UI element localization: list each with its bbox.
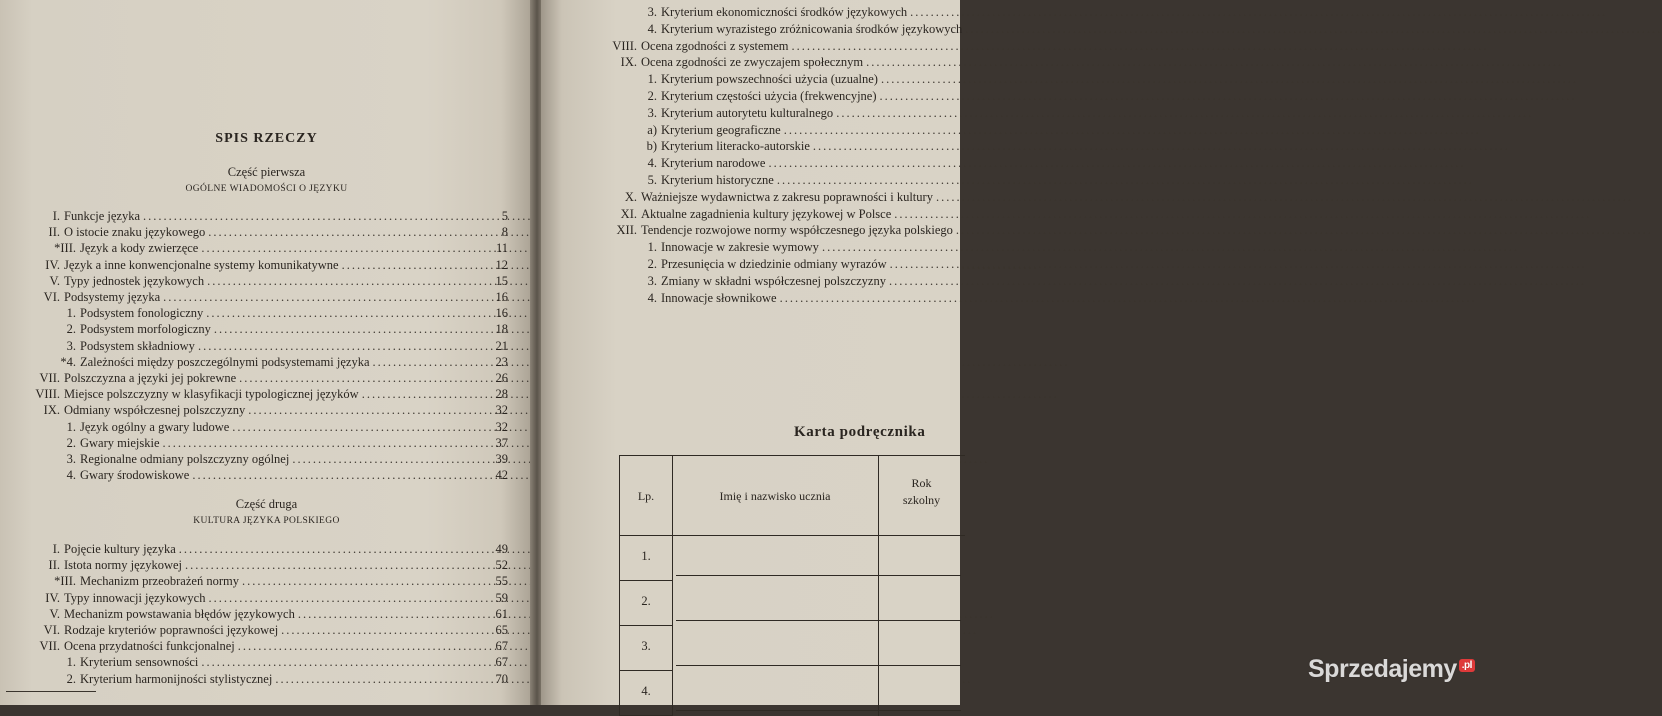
toc-entry-number: 1.	[66, 655, 76, 670]
toc-entry-label: Zmiany w składni współczesnej polszczyzny	[661, 273, 886, 288]
toc-entry-label: Kryterium narodowe	[661, 156, 766, 171]
table-header-rule	[620, 535, 965, 536]
toc-entry-number: 1.	[647, 240, 657, 255]
toc-entry-page: 32	[495, 419, 508, 434]
toc-entry	[8, 240, 508, 256]
toc-entry-label: Zależności między poszczególnymi podsystemami języka	[80, 354, 370, 369]
toc-entry-number: IX.	[43, 403, 60, 418]
toc-leader-dots	[894, 206, 1013, 222]
toc-entry	[8, 654, 508, 670]
toc-entry-number: II.	[48, 225, 60, 240]
part1-subtitle: OGÓLNE WIADOMOŚCI O JĘZYKU	[185, 184, 348, 194]
toc-entry	[8, 224, 508, 240]
toc-entry-page: 16	[495, 306, 508, 321]
toc-entry	[593, 222, 1013, 238]
toc-leader-dots	[768, 155, 1013, 171]
toc-entry-number: VII.	[39, 371, 60, 385]
card-row-separator	[620, 580, 672, 581]
toc-entry-label: Gwary miejskie	[80, 435, 160, 450]
toc-entry	[8, 305, 508, 321]
toc-entry-number: 2.	[66, 435, 76, 450]
toc-entry-label: Podsystem morfologiczny	[80, 322, 211, 337]
toc-entry-number: 1.	[66, 306, 76, 321]
toc-entry	[8, 671, 508, 687]
toc-entry	[593, 138, 1013, 154]
toc-entry	[8, 402, 508, 418]
toc-entry-number: IX.	[620, 55, 637, 70]
toc-entry-label: Kryterium literacko-autorskie	[661, 139, 810, 154]
toc-entry	[8, 467, 508, 483]
toc-entry	[8, 338, 508, 354]
toc-leader-dots	[192, 467, 476, 483]
toc-entry	[593, 239, 1013, 255]
toc-entry-page: 5	[501, 209, 508, 223]
toc-entry	[8, 541, 508, 557]
col-name-header: Imię i nazwisko ucznia	[719, 489, 831, 503]
card-title: Karta podręcznika	[794, 424, 926, 440]
toc-entry-label: Innowacje słownikowe	[661, 290, 777, 305]
toc-entry	[8, 557, 508, 573]
toc-entry	[8, 321, 508, 337]
toc-leader-dots	[207, 273, 476, 289]
toc-entry-number: I.	[52, 209, 60, 223]
toc-entry-label: Język ogólny a gwary ludowe	[80, 419, 230, 434]
toc-entry-number: II.	[48, 558, 60, 573]
toc-entry-label: Kryterium ekonomiczności środków językowych	[661, 5, 908, 19]
toc-entry	[8, 386, 508, 402]
toc-entry	[593, 273, 1013, 289]
toc-leader-dots	[208, 224, 476, 240]
toc-leader-dots	[836, 105, 1013, 121]
toc-entry	[593, 155, 1013, 171]
toc-entry-label: Ocena zgodności ze zwyczajem społecznym	[641, 55, 864, 70]
toc-entry-number: 2.	[66, 322, 76, 337]
toc-entry-label: Aktualne zagadnienia kultury językowej w Polsce	[641, 206, 892, 221]
toc-entry-number: 3.	[647, 5, 657, 19]
toc-entry-page: 67	[495, 639, 508, 654]
left-page	[0, 0, 533, 705]
toc-entry-page: 59	[495, 590, 508, 605]
col-year-header-line1: Rok	[911, 476, 932, 490]
toc-entry-label: Kryterium powszechności użycia (uzualne)	[661, 72, 878, 87]
toc-entry	[8, 289, 508, 305]
toc-leader-dots	[362, 386, 476, 402]
toc-entry-label: Kryterium autorytetu kulturalnego	[661, 105, 834, 120]
toc-entry	[593, 4, 1013, 20]
toc-entry-number: VIII.	[612, 38, 637, 53]
toc-entry-number: 2.	[647, 89, 657, 103]
toc-entry-label: Kryterium historyczne	[661, 173, 774, 187]
toc-entry-label: Typy innowacji językowych	[64, 590, 206, 605]
toc-entry	[593, 105, 1013, 121]
toc-entry	[593, 290, 1013, 306]
toc-entry-number: 4.	[66, 468, 76, 483]
toc-leader-dots	[813, 138, 1013, 154]
toc-entry	[8, 590, 508, 606]
toc-entry-number: 3.	[66, 338, 76, 353]
right-page	[541, 0, 1472, 705]
toc-entry-number: XII.	[616, 223, 637, 238]
watermark-text: Sprzedajemy	[1308, 655, 1457, 683]
toc-entry	[593, 88, 1013, 104]
toc-entry-number: IV.	[45, 590, 60, 605]
toc-leader-dots	[292, 451, 476, 467]
toc-leader-dots	[143, 208, 476, 224]
toc-entry-label: Przesunięcia w dziedzinie odmiany wyrazów	[661, 257, 887, 271]
toc-leader-dots	[936, 189, 1013, 205]
watermark-logo	[1308, 655, 1475, 684]
col-lp-header: Lp.	[637, 489, 655, 503]
toc-leader-dots	[201, 654, 476, 670]
toc-entry-label: Kryterium harmonijności stylistycznej	[80, 671, 273, 686]
toc-entry-number: VI.	[43, 290, 60, 304]
col-year-header-line2: szkolny	[902, 493, 941, 507]
toc-entry-label: Miejsce polszczyzny w klasyfikacji typologicznej języków	[64, 387, 359, 402]
card-row-writing-line	[676, 710, 961, 711]
card-row-number: 3.	[641, 639, 651, 653]
toc-entry-label: Funkcje języka	[64, 209, 141, 223]
toc-entry	[593, 71, 1013, 87]
toc-entry-number: VIII.	[35, 387, 60, 402]
toc-leader-dots	[780, 290, 1013, 306]
toc-entry-page: 52	[495, 558, 508, 573]
toc-leader-dots	[185, 557, 476, 573]
toc-entry-label: Kryterium wyrazistego zróżnicowania środków językowych	[661, 21, 963, 36]
toc-entry-label: Język a kody zwierzęce	[80, 241, 199, 256]
part1-label: Część pierwsza	[227, 165, 306, 179]
toc-leader-dots	[238, 638, 476, 654]
toc-entry-number: XI.	[620, 206, 637, 221]
toc-entry-label: Kryterium sensowności	[80, 655, 199, 670]
toc-leader-dots	[910, 4, 1013, 20]
toc-entry-label: Gwary środowiskowe	[80, 468, 190, 483]
toc-entry-label: Tendencje rozwojowe normy współczesnego języka polskiego	[641, 223, 953, 238]
toc-entry	[8, 573, 508, 589]
toc-entry	[8, 638, 508, 654]
toc-entry-page: 49	[495, 542, 508, 556]
toc-entry-label: Mechanizm przeobrażeń normy	[80, 574, 239, 589]
card-row-writing-line	[676, 575, 961, 576]
toc-leader-dots	[956, 222, 1013, 238]
toc-entry-number: V.	[49, 606, 60, 621]
toc-entry-page: 65	[495, 623, 508, 637]
toc-entry-label: Ocena zgodności z systemem	[641, 38, 789, 53]
toc-entry	[8, 622, 508, 638]
toc-entry-number: 4.	[647, 156, 657, 171]
toc-leader-dots	[208, 590, 476, 606]
toc-entry-number: 1.	[647, 72, 657, 87]
toc-entry-label: Podsystem składniowy	[80, 338, 195, 353]
toc-entry-number: X.	[624, 189, 637, 204]
card-row-separator	[620, 670, 672, 671]
toc-title: SPIS RZECZY	[215, 131, 318, 146]
toc-entry-page: 18	[495, 322, 508, 337]
toc-entry-label: O istocie znaku językowego	[64, 225, 206, 240]
toc-leader-dots	[201, 240, 476, 256]
toc-entry-number: *4.	[60, 354, 76, 369]
toc-entry-page: 70	[495, 671, 508, 686]
toc-entry	[8, 419, 508, 435]
toc-entry-label: Innowacje w zakresie wymowy	[661, 240, 819, 255]
toc-entry-page: 37	[495, 435, 508, 450]
toc-entry-page: 28	[495, 387, 508, 402]
toc-entry-number: 2.	[647, 257, 657, 271]
toc-entry	[8, 451, 508, 467]
toc-entry-page: 8	[501, 225, 508, 240]
toc-entry-label: Podsystemy języka	[64, 290, 161, 304]
toc-entry	[593, 206, 1013, 222]
toc-entry-label: Ocena przydatności funkcjonalnej	[64, 639, 235, 654]
toc-leader-dots	[373, 354, 477, 370]
toc-entry-number: 2.	[66, 671, 76, 686]
toc-entry-page: 32	[495, 403, 508, 418]
toc-entry-number: 3.	[647, 273, 657, 288]
toc-entry-page: 67	[495, 655, 508, 670]
toc-entry-label: Podsystem fonologiczny	[80, 306, 204, 321]
toc-entry-page: 15	[495, 273, 508, 288]
toc-entry-number: 3.	[66, 452, 76, 466]
card-row-number: 2.	[641, 594, 651, 608]
toc-leader-dots	[792, 38, 1013, 54]
toc-entry-number: 4.	[647, 290, 657, 305]
toc-entry-label: Pojęcie kultury języka	[64, 542, 176, 556]
toc-entry-number: VII.	[39, 639, 60, 654]
toc-entry-label: Mechanizm powstawania błędów językowych	[64, 606, 295, 621]
part2-label: Część druga	[235, 497, 298, 511]
toc-entry-label: Rodzaje kryteriów poprawności językowej	[64, 623, 279, 637]
toc-entry-page: 26	[495, 371, 508, 385]
toc-entry-label: Język a inne konwencjonalne systemy komunikatywne	[64, 257, 339, 272]
toc-entry-number: V.	[49, 273, 60, 288]
toc-leader-dots	[179, 541, 476, 557]
toc-entry-number: IV.	[45, 257, 60, 272]
toc-leader-dots	[242, 573, 476, 589]
toc-entry-label: Typy jednostek językowych	[64, 273, 205, 288]
card-row-number: 4.	[641, 684, 651, 698]
card-row-separator	[620, 625, 672, 626]
toc-leader-dots	[239, 370, 476, 386]
toc-entry-number: 5.	[647, 173, 657, 187]
toc-entry	[593, 122, 1013, 138]
toc-leader-dots	[275, 671, 476, 687]
toc-entry	[8, 435, 508, 451]
toc-leader-dots	[232, 419, 476, 435]
toc-entry-number: *III.	[54, 241, 76, 256]
toc-entry-number: *III.	[54, 574, 76, 589]
toc-entry-number: b)	[646, 139, 657, 154]
card-row-writing-line	[676, 665, 961, 666]
toc-entry-number: 4.	[647, 21, 657, 36]
toc-entry-number: a)	[647, 122, 657, 137]
toc-entry-page: 42	[495, 468, 508, 483]
toc-leader-dots	[198, 338, 476, 354]
toc-leader-dots	[163, 289, 476, 305]
toc-entry	[8, 257, 508, 273]
toc-entry-label: Kryterium geograficzne	[661, 122, 781, 137]
toc-entry	[8, 354, 508, 370]
toc-leader-dots	[866, 54, 1013, 70]
toc-leader-dots	[248, 402, 476, 418]
toc-entry-page: 55	[495, 574, 508, 589]
toc-leader-dots	[163, 435, 477, 451]
toc-leader-dots	[342, 257, 476, 273]
toc-leader-dots	[214, 321, 476, 337]
toc-entry-label: Odmiany współczesnej polszczyzny	[64, 403, 246, 418]
toc-leader-dots	[880, 88, 1013, 104]
toc-entry-number: VI.	[43, 623, 60, 637]
card-row-number: 1.	[641, 549, 651, 563]
toc-entry-page: 23	[495, 354, 508, 369]
toc-entry-label: Istota normy językowej	[64, 558, 183, 573]
toc-entry-label: Regionalne odmiany polszczyzny ogólnej	[80, 452, 290, 466]
toc-entry	[8, 370, 508, 386]
toc-entry	[8, 273, 508, 289]
toc-entry	[593, 21, 1013, 37]
toc-leader-dots	[784, 122, 1013, 138]
toc-leader-dots	[881, 71, 1013, 87]
toc-leader-dots	[298, 606, 476, 622]
toc-entry-number: I.	[52, 542, 60, 556]
toc-leader-dots	[965, 21, 1013, 37]
toc-leader-dots	[890, 256, 1013, 272]
toc-leader-dots	[822, 239, 1013, 255]
watermark-suffix: .pl	[1459, 659, 1475, 672]
toc-entry	[8, 208, 508, 224]
toc-entry	[593, 54, 1013, 70]
toc-entry-number: 1.	[66, 419, 76, 434]
toc-entry-page: 12	[495, 257, 508, 272]
toc-entry	[593, 256, 1013, 272]
toc-entry-page: 39	[495, 452, 508, 466]
toc-leader-dots	[777, 172, 1013, 188]
student-card-table	[619, 455, 965, 716]
toc-entry-label: Polszczyzna a języki jej pokrewne	[64, 371, 237, 385]
card-row-writing-line	[676, 620, 961, 621]
toc-entry-number: 3.	[647, 105, 657, 120]
toc-leader-dots	[206, 305, 476, 321]
toc-entry-page: 11	[495, 241, 508, 256]
toc-entry	[8, 606, 508, 622]
toc-entry	[593, 172, 1013, 188]
toc-entry-page: 21	[495, 338, 508, 353]
toc-entry-label: Ważniejsze wydawnictwa z zakresu poprawności i kultury	[641, 189, 933, 204]
toc-leader-dots	[889, 273, 1013, 289]
part2-subtitle: KULTURA JĘZYKA POLSKIEGO	[193, 516, 340, 526]
toc-entry-page: 16	[495, 290, 508, 304]
toc-entry	[593, 189, 1013, 205]
toc-entry-label: Kryterium częstości użycia (frekwencyjne)	[661, 89, 877, 103]
toc-entry-page: 61	[495, 606, 508, 621]
toc-entry	[593, 38, 1013, 54]
toc-leader-dots	[281, 622, 476, 638]
footnote-rule	[6, 691, 96, 692]
